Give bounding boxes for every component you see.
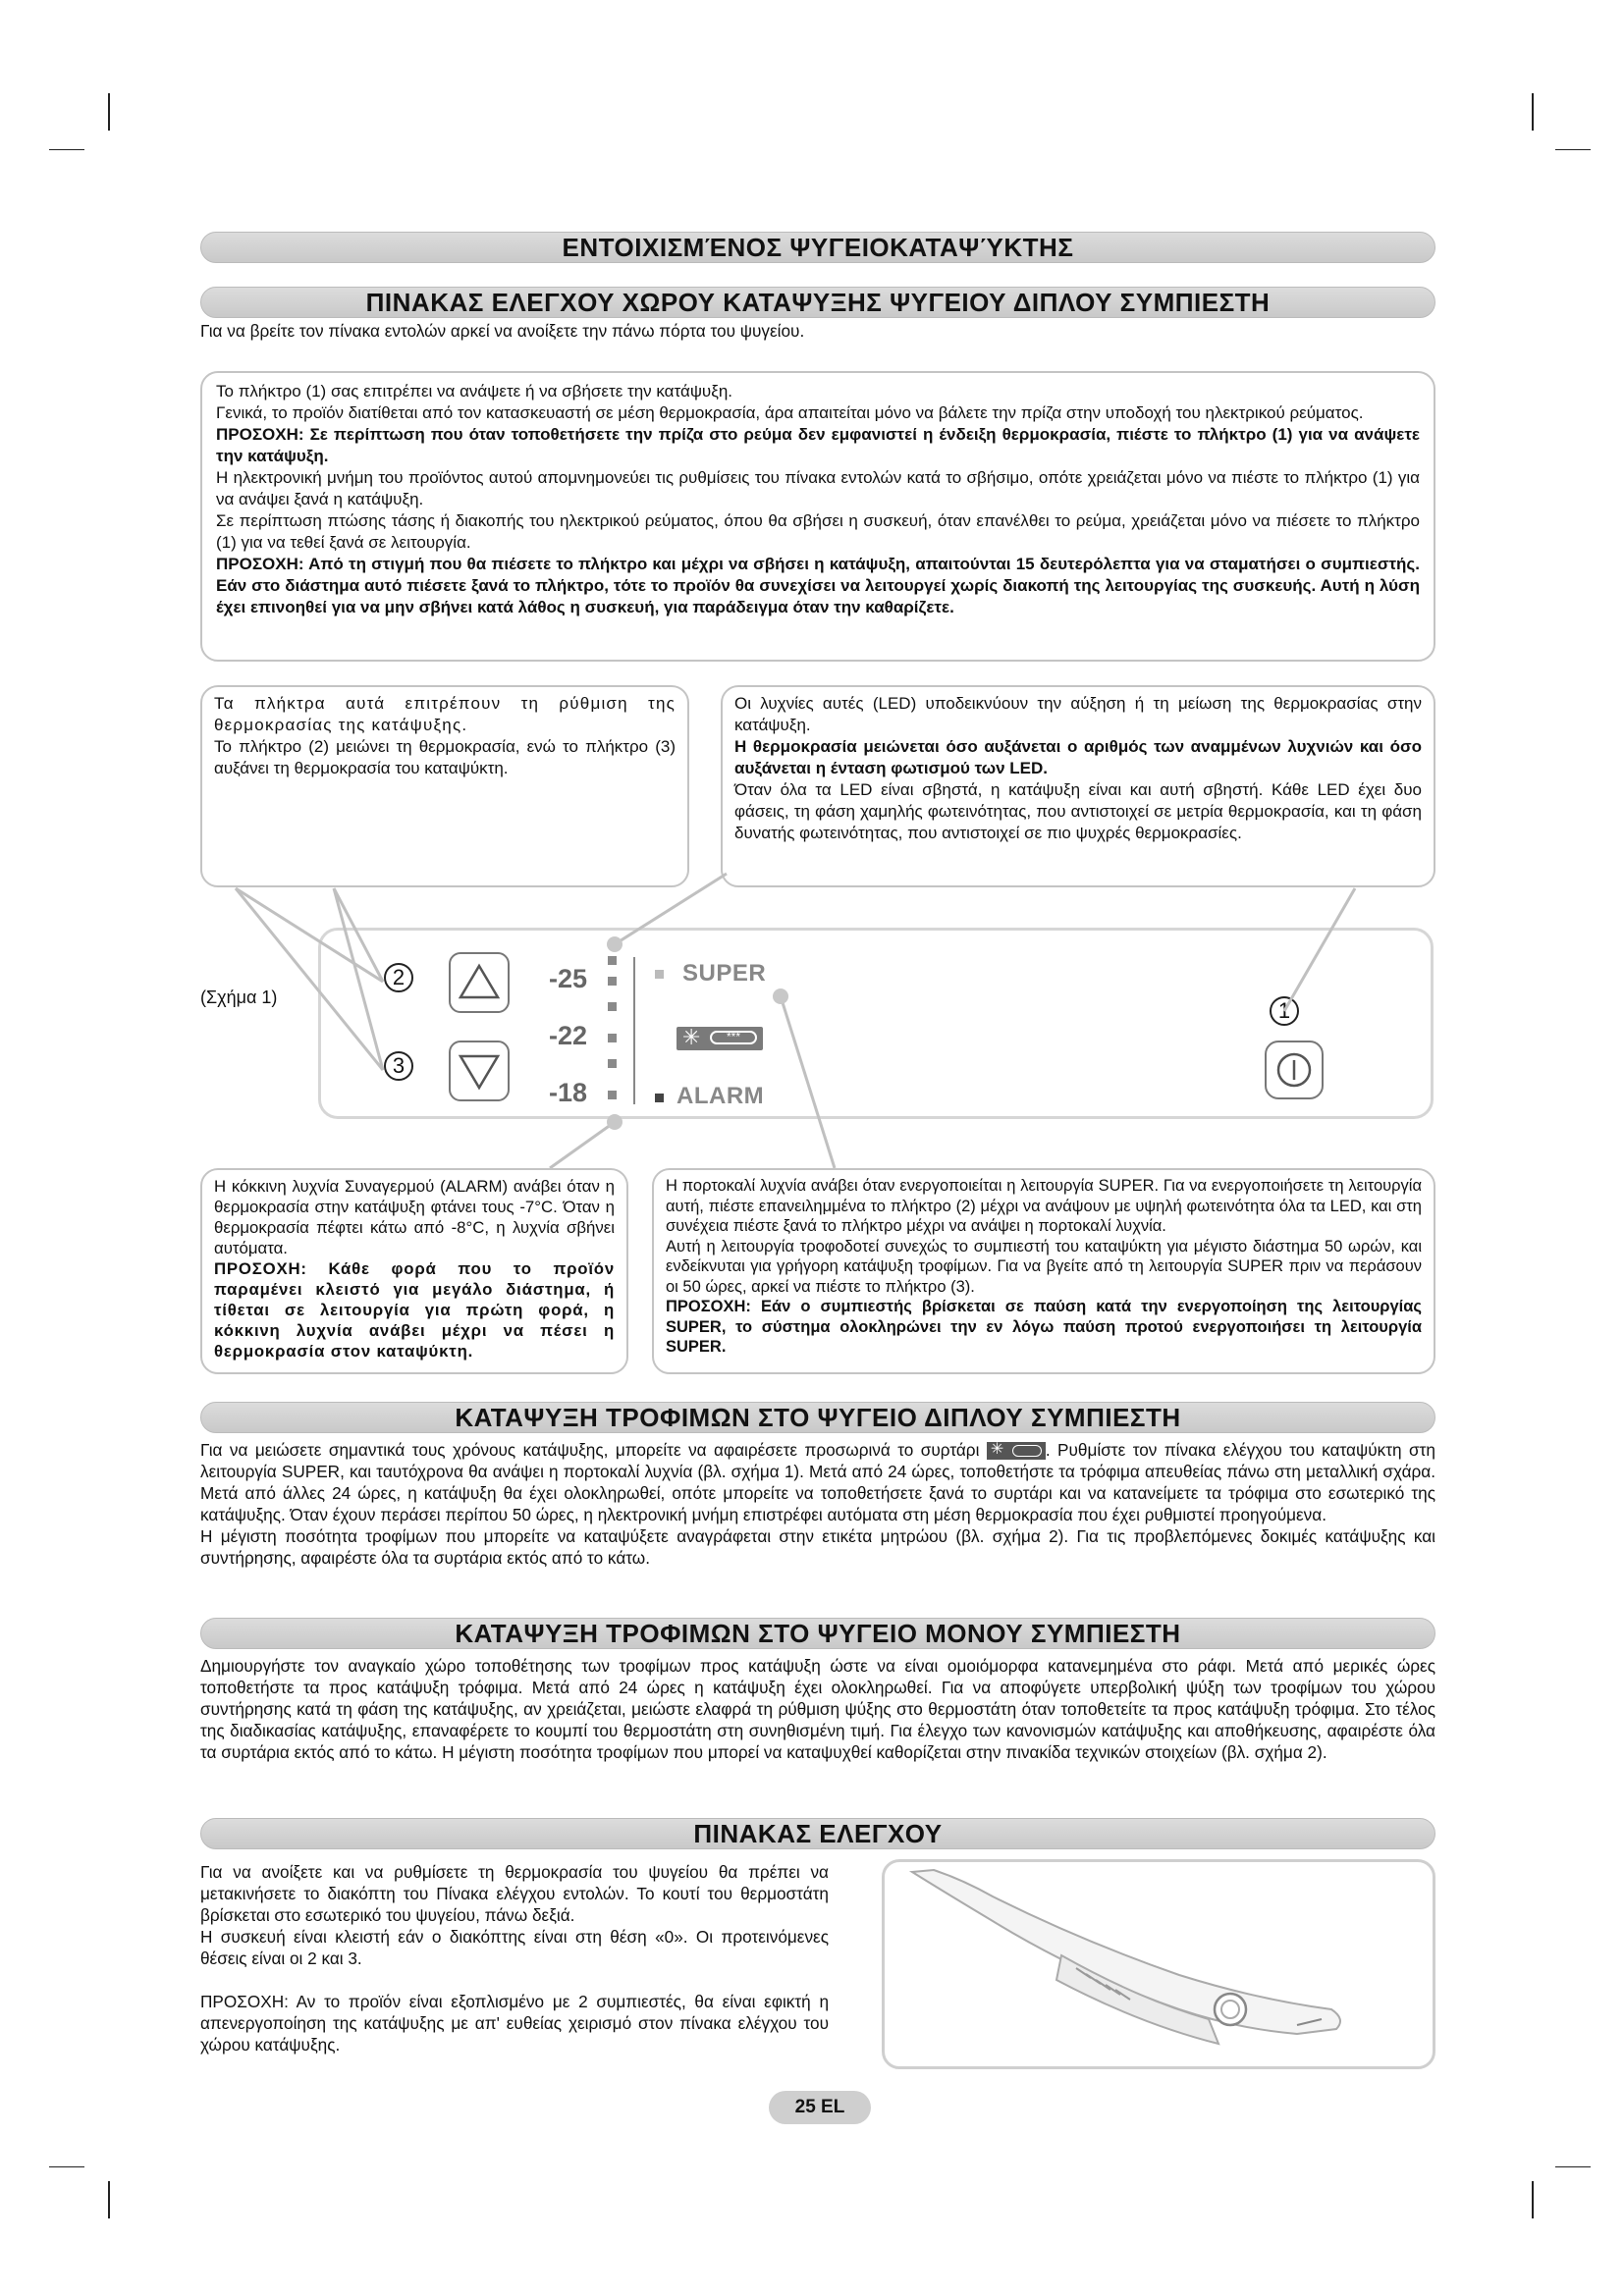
control-para: Για να ανοίξετε και να ρυθμίσετε τη θερμοκρασία του ψυγείου θα πρέπει να μετακινήσετε το διακόπτη του Πίνακα ελέγχου εντολών. Το κουτί του θερμοστάτη βρίσκεται στο εσωτερικό του ψυγείου, πάνω δεξιά. <box>200 1862 829 1925</box>
super-label: SUPER <box>682 960 767 987</box>
box-text: Η πορτοκαλί λυχνία ανάβει όταν ενεργοποιείται η λειτουργία SUPER. Για να ενεργοποιήσετε τη λειτουργία αυτή, πιέστε επανειλημμένα το πλήκτρο (2) μέχρι να ανάψουν με υψηλή φωτεινότητα όλα τα LED, και στη συνέχεια πιέστε ξανά το πλήκτρο μέχρι να ανάψει η πορτοκαλί λυχνία. <box>666 1177 1422 1235</box>
freeze-double-text <box>200 1439 1435 1569</box>
thermostat-illustration <box>885 1862 1433 2064</box>
box-warning: ΠΡΟΣΟΧΗ: Από τη στιγμή που θα πιέσετε το πλήκτρο και μέχρι να σβήσει η κατάψυξη, απαιτούνται 15 δευτερόλεπτα για να σταματήσει ο συμπιεστής. Εάν στο διάστημα αυτό πιέσετε ξανά το πλήκτρο, τότε το προϊόν θα συνεχίσει να λειτουργεί χωρίς διακοπή της λειτουργίας της συσκευής. Αυτή η λύση έχει επινοηθεί για να μην σβήνει κατά λάθος η συσκευή, για παράδειγμα όταν την καθαρίζετε. <box>216 555 1420 616</box>
box-text: Τα πλήκτρα αυτά επιτρέπουν τη ρύθμιση της θερμοκρασίας της κατάψυξης. <box>214 694 676 734</box>
box-text: Το πλήκτρο (2) μειώνει τη θερμοκρασία, ενώ το πλήκτρο (3) αυξάνει τη θερμοκρασία του καταψύκτη. <box>214 737 676 777</box>
snowflake-icon: ✳ <box>990 1441 1004 1459</box>
box-warning: ΠΡΟΣΟΧΗ: Κάθε φορά που το προϊόν παραμένει κλειστό για μεγάλο διάστημα, ή τίθεται σε λειτουργία για πρώτη φορά, η κόκκινη λυχνία ανάβει μέχρι να πέσει η θερμοκρασία στον καταψύκτη. <box>214 1259 615 1361</box>
box-text: Οι λυχνίες αυτές (LED) υποδεικνύουν την αύξηση ή τη μείωση της θερμοκρασίας στην κατάψυξη. <box>734 694 1422 734</box>
callout-2: 2 <box>384 963 413 992</box>
super-info-box <box>652 1168 1435 1374</box>
callout-1: 1 <box>1270 996 1299 1026</box>
page-number: 25 EL <box>769 2091 871 2124</box>
box-warning: ΠΡΟΣΟΧΗ: Εάν ο συμπιεστής βρίσκεται σε παύση κατά την ενεργοποίηση της λειτουργίας SUPER, το σύστημα ολοκληρώνει την εν λόγω παύση προτού ενεργοποιήσει τη λειτουργία SUPER. <box>666 1298 1422 1356</box>
alarm-label: ALARM <box>677 1083 765 1109</box>
section-title-freeze-single: ΚΑΤΑΨΥΞΗ ΤΡΟΦΙΜΩΝ ΣΤΟ ΨΥΓΕΙΟ ΜΟΝΟΥ ΣΥΜΠΙΕΣΤΗ <box>200 1618 1435 1649</box>
box-text: Σε περίπτωση πτώσης τάσης ή διακοπής του ηλεκτρικού ρεύματος, όπου θα σβήσει η συσκευή, όταν επανέλθει το ρεύμα, χρειάζεται μόνο να πιέσετε το πλήκτρο (1) για να τεθεί ξανά σε λειτουργία. <box>216 511 1420 552</box>
temp-level-label: -18 <box>549 1078 588 1107</box>
thermostat-figure <box>882 1859 1435 2069</box>
drawer-icon <box>987 1442 1046 1460</box>
temp-level-label: -22 <box>549 1021 588 1050</box>
temp-level-label: -25 <box>549 964 588 993</box>
box-text: Όταν όλα τα LED είναι σβηστά, η κατάψυξη είναι και αυτή σβηστή. Κάθε LED έχει δυο φάσεις, τη φάση χαμηλής φωτεινότητας, που αντιστοιχεί σε μετρία θερμοκρασία, και τη φάση δυνατής φωτεινότητας, που αντιστοιχεί σε πιο ψυχρές θερμοκρασίες. <box>734 780 1422 842</box>
freeze-single-text: Δημιουργήστε τον αναγκαίο χώρο τοποθέτησης των τροφίμων προς κατάψυξη ώστε να είναι ομοιόμορφα κατανεμημένα στο ράφι. Μετά από μερικές ώρες τοποθετήστε τα προς κατάψυξη τρόφιμα. Μετά από 24 ώρες η κατάψυξη έχει ολοκληρωθεί. Για να αποφύγετε υπερβολική ψύξη των τροφίμων του χώρου συντήρησης κατά τη φάση της κατάψυξης, αν χρειάζεται, μειώστε ελαφρά τη ρύθμιση ψύξης στο θερμοστάτη όταν τοποθετείτε τα προς κατάψυξη τρόφιμα. Στο τέλος της διαδικασίας κατάψυξης, επαναφέρετε το κουμπί του θερμοστάτη στη συνηθισμένη τιμή. Για έλεγχο των κανονισμών κατάψυξης και αποθήκευσης, αφαιρέστε όλα τα συρτάρια εκτός από το κάτω. Η μέγιστη ποσότητα τροφίμων που μπορεί να καταψυχθεί καθορίζεται στην πινακίδα τεχνικών στοιχείων (βλ. σχήμα 2). <box>200 1656 1435 1762</box>
section-title-freeze-double: ΚΑΤΑΨΥΞΗ ΤΡΟΦΙΜΩΝ ΣΤΟ ΨΥΓΕΙΟ ΔΙΠΛΟΥ ΣΥΜΠΙΕΣΤΗ <box>200 1402 1435 1433</box>
box-warning: Η θερμοκρασία μειώνεται όσο αυξάνεται ο αριθμός των αναμμένων λυχνιών και όσο αυξάνεται η ένταση φωτισμού των LED. <box>734 737 1422 777</box>
box-warning: ΠΡΟΣΟΧΗ: Σε περίπτωση που όταν τοποθετήσετε την πρίζα στο ρεύμα δεν εμφανιστεί η ένδειξη θερμοκρασία, πιέστε το πλήκτρο (1) για να ανάψετε την κατάψυξη. <box>216 425 1420 465</box>
control-text <box>200 1861 829 2056</box>
box-text: Η κόκκινη λυχνία Συναγερμού (ALARM) ανάβει όταν η θερμοκρασία στην κατάψυξη φτάνει τους -7°C. Όταν η θερμοκρασία πέφτει κάτω από -8°C, η λυχνία σβήνει αυτόματα. <box>214 1177 615 1257</box>
freeze-double-para: Η μέγιστη ποσότητα τροφίμων που μπορείτε να καταψύξετε αναγράφεται στην ετικέτα μητρώου (βλ. σχήμα 2). Για τις προβλεπόμενες δοκιμές κατάψυξης και συντήρησης, αφαιρέστε όλα τα συρτάρια εκτός από το κάτω. <box>200 1526 1435 1568</box>
stars-badge-icon <box>1012 1445 1042 1457</box>
box-text: Αυτή η λειτουργία τροφοδοτεί συνεχώς το συμπιεστή του καταψύκτη για μέγιστο διάστημα 50 ωρών, και ενδείκνυται για γρήγορη κατάψυξη τροφίμων. Για να βγείτε από τη λειτουργία SUPER πριν να περάσουν οι 50 ώρες, αρκεί να πιέστε το πλήκτρο (3). <box>666 1237 1422 1296</box>
spacer <box>200 1969 829 1991</box>
box-text: Γενικά, το προϊόν διατίθεται από τον κατασκευαστή σε μέση θερμοκρασία, άρα απαιτείται μόνο να βάλετε την πρίζα στην υποδοχή του ηλεκτρικού ρεύματος. <box>216 403 1364 422</box>
alarm-info-box <box>200 1168 628 1374</box>
snowflake-icon: ✳ <box>682 1025 701 1049</box>
box-text: Η ηλεκτρονική μνήμη του προϊόντος αυτού απομνημονεύει τις ρυθμίσεις του πίνακα εντολών κατά το σβήσιμο, οπότε χρειάζεται μόνο να πιέστε το πλήκτρο (1) για να ανάψει ξανά η κατάψυξη. <box>216 468 1420 508</box>
box-text: Το πλήκτρο (1) σας επιτρέπει να ανάψετε ή να σβήσετε την κατάψυξη. <box>216 382 733 400</box>
control-para: Η συσκευή είναι κλειστή εάν ο διακόπτης είναι στη θέση «0». Οι προτεινόμενες θέσεις είναι οι 2 και 3. <box>200 1927 829 1968</box>
section-title-control: ΠΙΝΑΚΑΣ ΕΛΕΓΧΟΥ <box>200 1818 1435 1849</box>
text-span: Για να μειώσετε σημαντικά τους χρόνους κατάψυξης, μπορείτε να αφαιρέσετε προσωρινά το συρτάρι <box>200 1440 980 1460</box>
control-para: ΠΡΟΣΟΧΗ: Αν το προϊόν είναι εξοπλισμένο με 2 συμπιεστές, θα είναι εφικτή η απενεργοποίηση της κατάψυξης με απ' ευθείας χειρισμό στον πίνακα ελέγχου του χώρου κατάψυξης. <box>200 1992 829 2055</box>
section-title-main: ΕΝΤΟΙΧΙΣΜΈΝΟΣ ΨΥΓΕΙΟΚΑΤΑΨΎΚΤΗΣ <box>200 232 1435 263</box>
section-title-panel: ΠΙΝΑΚΑΣ ΕΛΕΓΧΟΥ ΧΩΡΟΥ ΚΑΤΑΨΥΞΗΣ ΨΥΓΕΙΟΥ ΔΙΠΛΟΥ ΣΥΜΠΙΕΣΤΗ <box>200 287 1435 318</box>
callout-3: 3 <box>384 1051 413 1081</box>
text-span: . Ρυθμίστε τον πίνακα ελέγχου του καταψύκτη στη λειτουργία SUPER, και ταυτόχρονα θα ανάψει η πορτοκαλί λυχνία (βλ. σχήμα 1). Μετά από 24 ώρες, τοποθετήστε τα τρόφιμα απευθείας πάνω στη μεταλλική σχάρα. Μετά από άλλες 24 ώρες, η κατάψυξη θα έχει ολοκληρωθεί, οπότε μπορείτε να τοποθετήσετε ξανά το συρτάρι και να κατανείμετε τα τρόφιμα στο εσωτερικό της κατάψυξης. Όταν έχουν περάσει περίπου 50 ώρες, η ηλεκτρονική μνήμη επιστρέφει αυτόματα στη μέση θερμοκρασία που έχει ρυθμιστεί προηγούμενα. <box>200 1440 1435 1524</box>
intro-text: Για να βρείτε τον πίνακα εντολών αρκεί να ανοίξετε την πάνω πόρτα του ψυγείου. <box>200 321 805 341</box>
stars-badge: *** <box>710 1031 757 1044</box>
figure-caption: (Σχήμα 1) <box>200 988 278 1007</box>
